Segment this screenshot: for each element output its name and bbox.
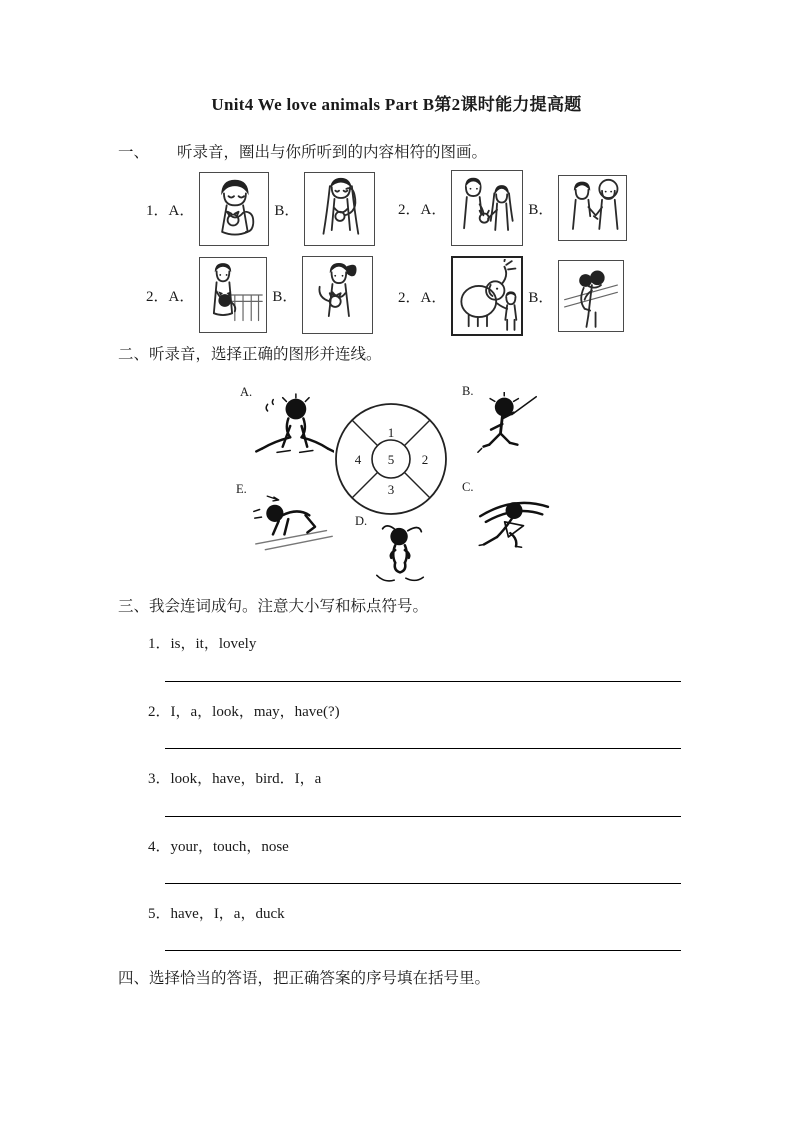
boy-with-cat-at-fence-drawing: [202, 260, 264, 330]
answer-line-4[interactable]: [165, 883, 681, 884]
girl-hugging-cat-drawing: [202, 175, 266, 243]
wheel-number-4[interactable]: 4: [354, 452, 362, 467]
picture-girl-hugging-cat[interactable]: [199, 172, 269, 246]
two-people-talking-drawing: [561, 178, 624, 238]
child-piggyback-drawing: [561, 263, 621, 329]
match-picture-a[interactable]: [240, 385, 334, 464]
picture-ponytail-girl-with-cat[interactable]: [302, 256, 373, 334]
match-picture-b[interactable]: [462, 384, 540, 461]
match-picture-d[interactable]: [355, 514, 433, 589]
section-4-number: 四、: [118, 970, 150, 987]
picture-two-people-talking[interactable]: [558, 175, 627, 241]
wheel-number-5[interactable]: 5: [387, 452, 395, 467]
section-3-header: [118, 594, 428, 616]
wheel-number-2[interactable]: 2: [421, 452, 429, 467]
child-squatting-drawing: [254, 393, 334, 459]
question-2-row2-right-group: [398, 256, 629, 336]
girl-holding-squirrel-drawing: [307, 175, 372, 243]
option-label-1a: 1．A．: [146, 202, 195, 219]
section-4-header: [118, 966, 490, 988]
section-4-instruction: 选择恰当的答语，把正确答案的序号填在括号里。: [149, 970, 491, 987]
child-crawling-drawing: [250, 490, 338, 552]
ponytail-girl-with-cat-drawing: [305, 259, 370, 331]
section-2-number: 二、: [118, 346, 150, 363]
answer-line-5[interactable]: [165, 950, 681, 951]
answer-line-3[interactable]: [165, 816, 681, 817]
match-label-d: D.: [355, 514, 368, 528]
answer-line-2[interactable]: [165, 748, 681, 749]
match-picture-c[interactable]: [462, 480, 554, 557]
word-order-item-3: 3．look，have，bird．I，a: [148, 771, 322, 787]
question-2-row2-left-group: [146, 256, 378, 334]
section-2-header: [118, 342, 382, 364]
match-label-e: E.: [236, 482, 247, 496]
section-1-instruction: 听录音，圈出与你所听到的内容相符的图画。: [177, 144, 488, 161]
option-label-1b: B．: [274, 202, 300, 219]
match-label-c: C.: [462, 480, 474, 494]
page-title: Unit4 We love animals Part B第2课时能力提高题: [211, 95, 582, 114]
match-picture-e[interactable]: [236, 482, 338, 557]
picture-elephant-with-boy[interactable]: [451, 256, 523, 336]
picture-boy-with-cat-at-fence[interactable]: [199, 257, 267, 333]
wheel-number-3[interactable]: 3: [387, 482, 395, 497]
option-label-2a-row2-left: 2．A．: [146, 288, 195, 305]
option-label-2b-row2-right: B．: [528, 289, 554, 306]
child-gliding-drawing: [476, 488, 554, 552]
man-showing-puppy-drawing: [454, 173, 520, 243]
option-label-2b: B．: [528, 201, 554, 218]
question-1-group: [146, 172, 380, 246]
picture-man-showing-puppy-to-girl[interactable]: [451, 170, 523, 246]
match-label-a: A.: [240, 385, 253, 399]
word-order-item-1: 1．is，it，lovely: [148, 636, 257, 652]
elephant-with-boy-drawing: [454, 259, 520, 333]
section-2-instruction: 听录音，选择正确的图形并连线。: [149, 346, 382, 363]
word-order-item-2: 2．I，a，look，may，have(?): [148, 704, 340, 720]
option-label-2b-row2-left: B．: [272, 288, 298, 305]
match-label-b: B.: [462, 384, 474, 398]
word-order-item-5: 5．have，I，a，duck: [148, 906, 285, 922]
section-3-instruction: 我会连词成句。注意大小写和标点符号。: [149, 598, 429, 615]
word-order-item-4: 4．your，touch，nose: [148, 839, 289, 855]
section-3-number: 三、: [118, 598, 150, 615]
child-hopping-drawing: [369, 522, 433, 584]
wheel-number-1[interactable]: 1: [387, 425, 395, 440]
picture-child-piggyback[interactable]: [558, 260, 624, 332]
section-1-header: [118, 140, 487, 162]
child-running-drawing: [476, 392, 540, 456]
option-label-2a: 2．A．: [398, 201, 447, 218]
answer-line-1[interactable]: [165, 681, 681, 682]
picture-girl-holding-squirrel[interactable]: [304, 172, 375, 246]
question-2-group: [398, 170, 632, 246]
option-label-2a-row2-right: 2．A．: [398, 289, 447, 306]
section-1-number: 一、: [118, 144, 150, 161]
number-wheel-diagram[interactable]: [330, 398, 452, 520]
